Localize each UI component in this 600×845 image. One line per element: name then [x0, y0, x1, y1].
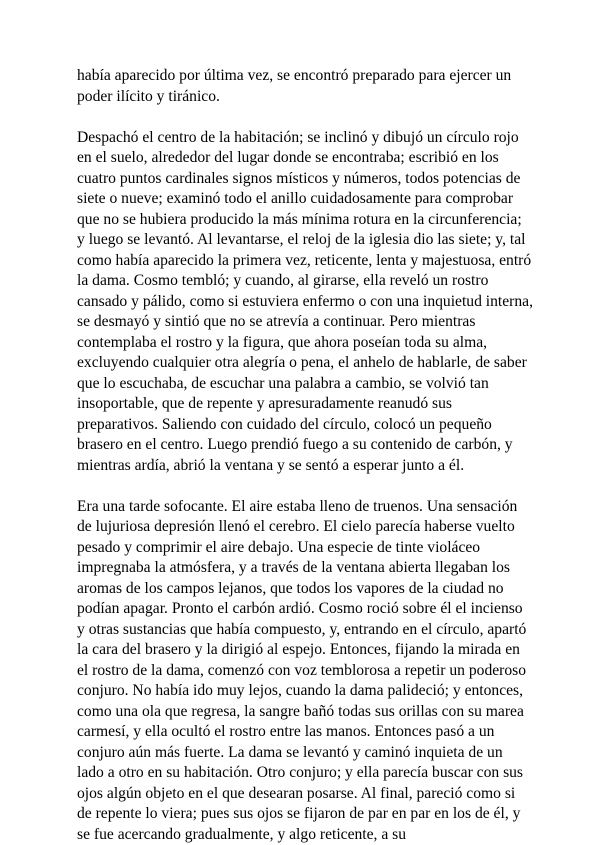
paragraph-1: había aparecido por última vez, se encontró preparado para ejercer un poder ilícito y tiránico.	[77, 66, 533, 107]
paragraph-3: Era una tarde sofocante. El aire estaba lleno de truenos. Una sensación de lujuriosa depresión llenó el cerebro. El cielo parecía haberse vuelto pesado y comprimir el aire debajo. Una especie de tinte violáceo impregnaba la atmósfera, y a través de la ventana abierta llegaban los aromas de los campos lejanos, que todos los vapores de la ciudad no podían apagar. Pronto el carbón ardió. Cosmo roció sobre él el incienso y otras sustancias que había compuesto, y, entrando en el círculo, apartó la cara del brasero y la dirigió al espejo. Entonces, fijando la mirada en el rostro de la dama, comenzó con voz temblorosa a repetir un poderoso conjuro. No había ido muy lejos, cuando la dama palideció; y entonces, como una ola que regresa, la sangre bañó todas sus orillas con su marea carmesí, y ella ocultó el rostro entre las manos. Entonces pasó a un conjuro aún más fuerte. La dama se levantó y caminó inquieta de un lado a otro en su habitación. Otro conjuro; y ella parecía buscar con sus ojos algún objeto en el que desearan posarse. Al final, pareció como si de repente lo viera; pues sus ojos se fijaron de par en par en los de él, y se fue acercando gradualmente, y algo reticente, a su	[77, 497, 533, 845]
document-page	[77, 66, 533, 845]
paragraph-2: Despachó el centro de la habitación; se inclinó y dibujó un círculo rojo en el suelo, alrededor del lugar donde se encontraba; escribió en los cuatro puntos cardinales signos místicos y números, todos potencias de siete o nueve; examinó todo el anillo cuidadosamente para comprobar que no se hubiera producido la más mínima rotura en la circunferencia; y luego se levantó. Al levantarse, el reloj de la iglesia dio las siete; y, tal como había aparecido la primera vez, reticente, lenta y majestuosa, entró la dama. Cosmo tembló; y cuando, al girarse, ella reveló un rostro cansado y pálido, como si estuviera enfermo o con una inquietud interna, se desmayó y sintió que no se atrevía a continuar. Pero mientras contemplaba el rostro y la figura, que ahora poseían toda su alma, excluyendo cualquier otra alegría o pena, el anhelo de hablarle, de saber que lo escuchaba, de escuchar una palabra a cambio, se volvió tan insoportable, que de repente y apresuradamente reanudó sus preparativos. Saliendo con cuidado del círculo, colocó un pequeño brasero en el centro. Luego prendió fuego a su contenido de carbón, y mientras ardía, abrió la ventana y se sentó a esperar junto a él.	[77, 128, 533, 477]
